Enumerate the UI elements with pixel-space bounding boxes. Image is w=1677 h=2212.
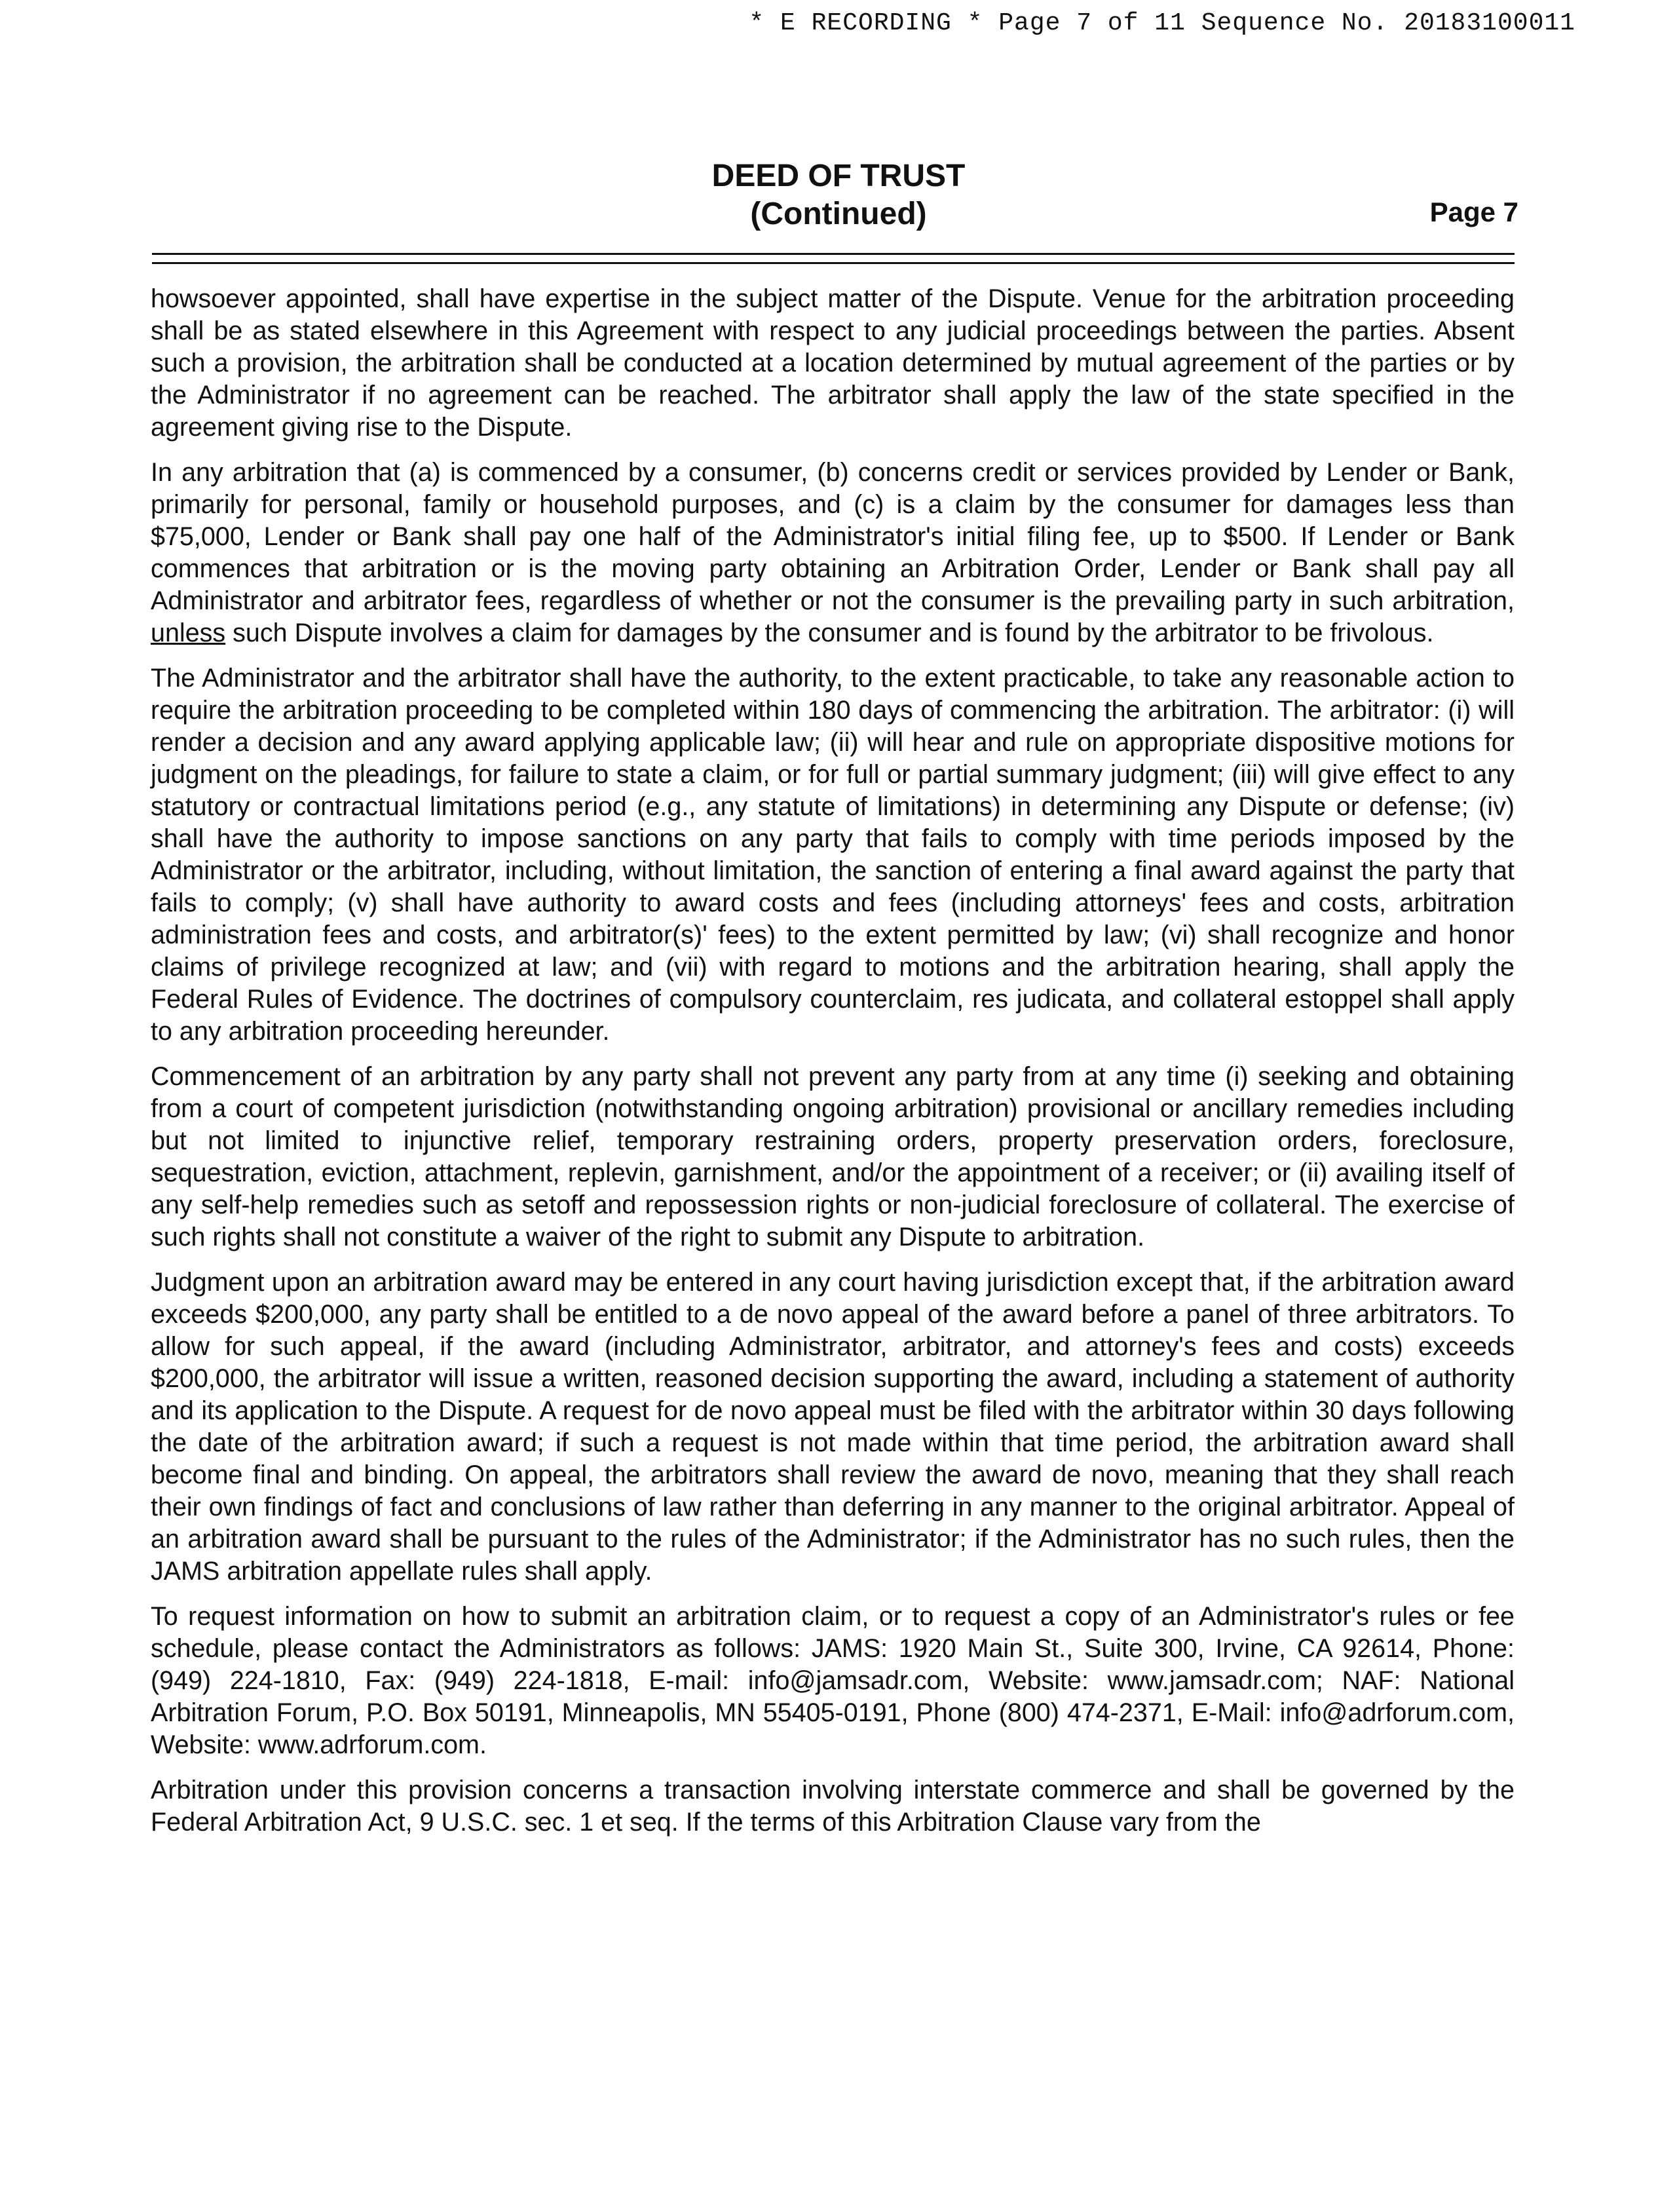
document-title: DEED OF TRUST (711, 159, 966, 193)
recording-header: * E RECORDING * Page 7 of 11 Sequence No. 20183100011 (749, 9, 1575, 37)
paragraph-consumer-fees-part-1: In any arbitration that (a) is commenced by a consumer, (b) concerns credit or services provided by Lender or Bank, primarily for personal, family or household purposes, and (c) is a claim by the consumer for damages less than $75,000, Lender or Bank shall pay one half of the Administrator's initial filing fee, up to $500. If Lender or Bank commences that arbitration or is the moving party obtaining an Arbitration Order, Lender or Bank shall pay all Administrator and arbitrator fees, regardless of whether or not the consumer is the prevailing party in such arbitration, (151, 458, 1515, 615)
document-title-block (0, 157, 1677, 233)
header-rule-top (152, 253, 1515, 255)
paragraph-de-novo-appeal: Judgment upon an arbitration award may be entered in any court having jurisdiction except that, if the arbitration award exceeds $200,000, any party shall be entitled to a de novo appeal of the award before a panel of three arbitrators. To allow for such appeal, if the award (including Administrator, arbitrator, and attorney's fees and costs) exceeds $200,000, the arbitrator will issue a written, reasoned decision supporting the award, including a statement of authority and its application to the Dispute. A request for de novo appeal must be filed with the arbitrator within 30 days following the date of the arbitration award; if such a request is not made within that time period, the arbitration award shall become final and binding. On appeal, the arbitrators shall review the award de novo, meaning that they shall reach their own findings of fact and conclusions of law rather than deferring in any manner to the original arbitrator. Appeal of an arbitration award shall be pursuant to the rules of the Administrator; if the Administrator has no such rules, then the JAMS arbitration appellate rules shall apply. (151, 1268, 1515, 1586)
header-rule-bottom (152, 262, 1515, 264)
document-body (151, 283, 1515, 1852)
page-number-label: Page 7 (1429, 197, 1518, 227)
paragraph-federal-arbitration-act: Arbitration under this provision concerns a transaction involving interstate commerce and shall be governed by the Federal Arbitration Act, 9 U.S.C. sec. 1 et seq. If the terms of this Arbitration Clause vary from the (151, 1776, 1515, 1837)
paragraph-administrator-contacts: To request information on how to submit an arbitration claim, or to request a copy of an Administrator's rules or fee schedule, please contact the Administrators as follows: JAMS: 1920 Main St., Suite 300, Irvine, CA 92614, Phone: (949) 224-1810, Fax: (949) 224-1818, E-mail: info@jamsadr.com, Website: www.jamsadr.com; NAF: National Arbitration Forum, P.O. Box 50191, Minneapolis, MN 55405-0191, Phone (800) 474-2371, E-Mail: info@adrforum.com, Website: www.adrforum.com. (151, 1602, 1515, 1759)
paragraph-consumer-fees-part-2: such Dispute involves a claim for damages by the consumer and is found by the arbitrator to be frivolous. (233, 619, 1434, 647)
paragraph-provisional-remedies: Commencement of an arbitration by any party shall not prevent any party from at any time (i) seeking and obtaining from a court of competent jurisdiction (notwithstanding ongoing arbitration) provisional or ancillary remedies including but not limited to injunctive relief, temporary restraining orders, property preservation orders, foreclosure, sequestration, eviction, attachment, replevin, garnishment, and/or the appointment of a receiver; or (ii) availing itself of any self-help remedies such as setoff and repossession rights or non-judicial foreclosure of collateral. The exercise of such rights shall not constitute a waiver of the right to submit any Dispute to arbitration. (151, 1062, 1515, 1251)
paragraph-arbitrator-venue: howsoever appointed, shall have expertise in the subject matter of the Dispute. Venue for the arbitration proceeding shall be as stated elsewhere in this Agreement with respect to any judicial proceedings between the parties. Absent such a provision, the arbitration shall be conducted at a location determined by mutual agreement of the parties or by the Administrator if no agreement can be reached. The arbitrator shall apply the law of the state specified in the agreement giving rise to the Dispute. (151, 284, 1515, 442)
document-subtitle: (Continued) (750, 197, 927, 231)
underlined-unless: unless (151, 619, 226, 647)
paragraph-consumer-fees (151, 457, 1515, 649)
paragraph-arbitrator-authority: The Administrator and the arbitrator shall have the authority, to the extent practicable, to take any reasonable action to require the arbitration proceeding to be completed within 180 days of commencing the arbitration. The arbitrator: (i) will render a decision and any award applying applicable law; (ii) will hear and rule on appropriate dispositive motions for judgment on the pleadings, for failure to state a claim, or for full or partial summary judgment; (iii) will give effect to any statutory or contractual limitations period (e.g., any statute of limitations) in determining any Dispute or defense; (iv) shall have the authority to impose sanctions on any party that fails to comply with time periods imposed by the Administrator or the arbitrator, including, without limitation, the sanction of entering a final award against the party that fails to comply; (v) shall have authority to award costs and fees (including attorneys' fees and costs, arbitration administration fees and costs, and arbitrator(s)' fees) to the extent permitted by law; (vi) shall recognize and honor claims of privilege recognized at law; and (vii) with regard to motions and the arbitration hearing, shall apply the Federal Rules of Evidence. The doctrines of compulsory counterclaim, res judicata, and collateral estoppel shall apply to any arbitration proceeding hereunder. (151, 664, 1515, 1046)
